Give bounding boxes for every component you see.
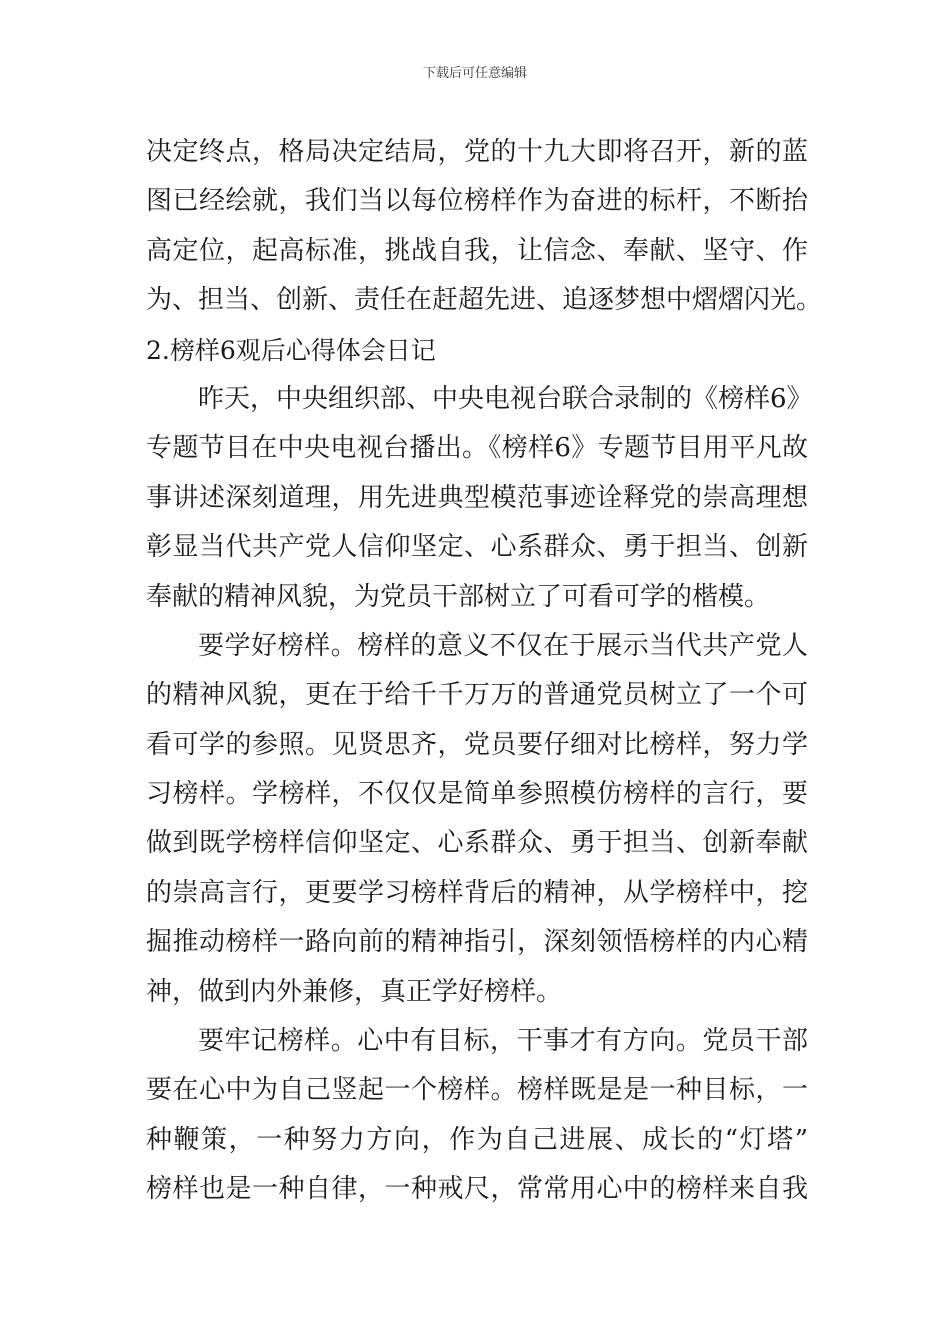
text-line: 决定终点，格局决定结局，党的十九大即将召开，新的蓝 — [146, 137, 808, 167]
section-heading: 2.榜样6观后心得体会日记 — [146, 335, 436, 365]
text-line: 事讲述深刻道理，用先进典型模范事迹诠释党的崇高理想 — [146, 482, 808, 513]
text-line: 为、担当、创新、责任在赶超先进、追逐梦想中熠熠闪光。 — [146, 285, 823, 316]
text-line: 要在心中为自己竖起一个榜样。榜样既是是一种目标，一 — [146, 1075, 808, 1106]
text-line: 的精神风貌，更在于给千千万万的普通党员树立了一个可 — [146, 680, 808, 711]
text-line: 神，做到内外兼修，真正学好榜样。 — [146, 976, 563, 1007]
text-line: 要学好榜样。榜样的意义不仅在于展示当代共产党人 — [198, 630, 808, 661]
text-line: 彰显当代共产党人信仰坚定、心系群众、勇于担当、创新 — [146, 532, 808, 563]
text-line: 图已经绘就，我们当以每位榜样作为奋进的标杆，不断抬 — [146, 186, 808, 217]
text-line: 做到既学榜样信仰坚定、心系群众、勇于担当、创新奉献 — [146, 828, 808, 859]
document-body — [146, 128, 823, 1215]
text-line: 昨天，中央组织部、中央电视台联合录制的《榜样6》 — [198, 383, 813, 414]
page-header: 下载后可任意编辑 — [422, 66, 527, 81]
text-line: 高定位，起高标准，挑战自我，让信念、奉献、坚守、作 — [146, 235, 808, 266]
text-line: 看可学的参照。见贤思齐，党员要仔细对比榜样，努力学 — [146, 729, 808, 760]
text-line: 要牢记榜样。心中有目标，干事才有方向。党员干部 — [198, 1026, 808, 1057]
text-line: 专题节目在中央电视台播出。《榜样6》专题节目用平凡故 — [146, 433, 808, 464]
text-line: 的崇高言行，更要学习榜样背后的精神，从学榜样中，挖 — [146, 877, 808, 908]
text-line: 奉献的精神风貌，为党员干部树立了可看可学的楷模。 — [146, 581, 771, 612]
text-line: 掘推动榜样一路向前的精神指引，深刻领悟榜样的内心精 — [146, 927, 808, 958]
text-line: 种鞭策，一种努力方向，作为自己进展、成长的“灯塔” — [146, 1124, 808, 1155]
text-line: 榜样也是一种自律，一种戒尺，常常用心中的榜样来自我 — [146, 1174, 808, 1205]
text-line: 习榜样。学榜样，不仅仅是简单参照模仿榜样的言行，要 — [146, 779, 808, 810]
